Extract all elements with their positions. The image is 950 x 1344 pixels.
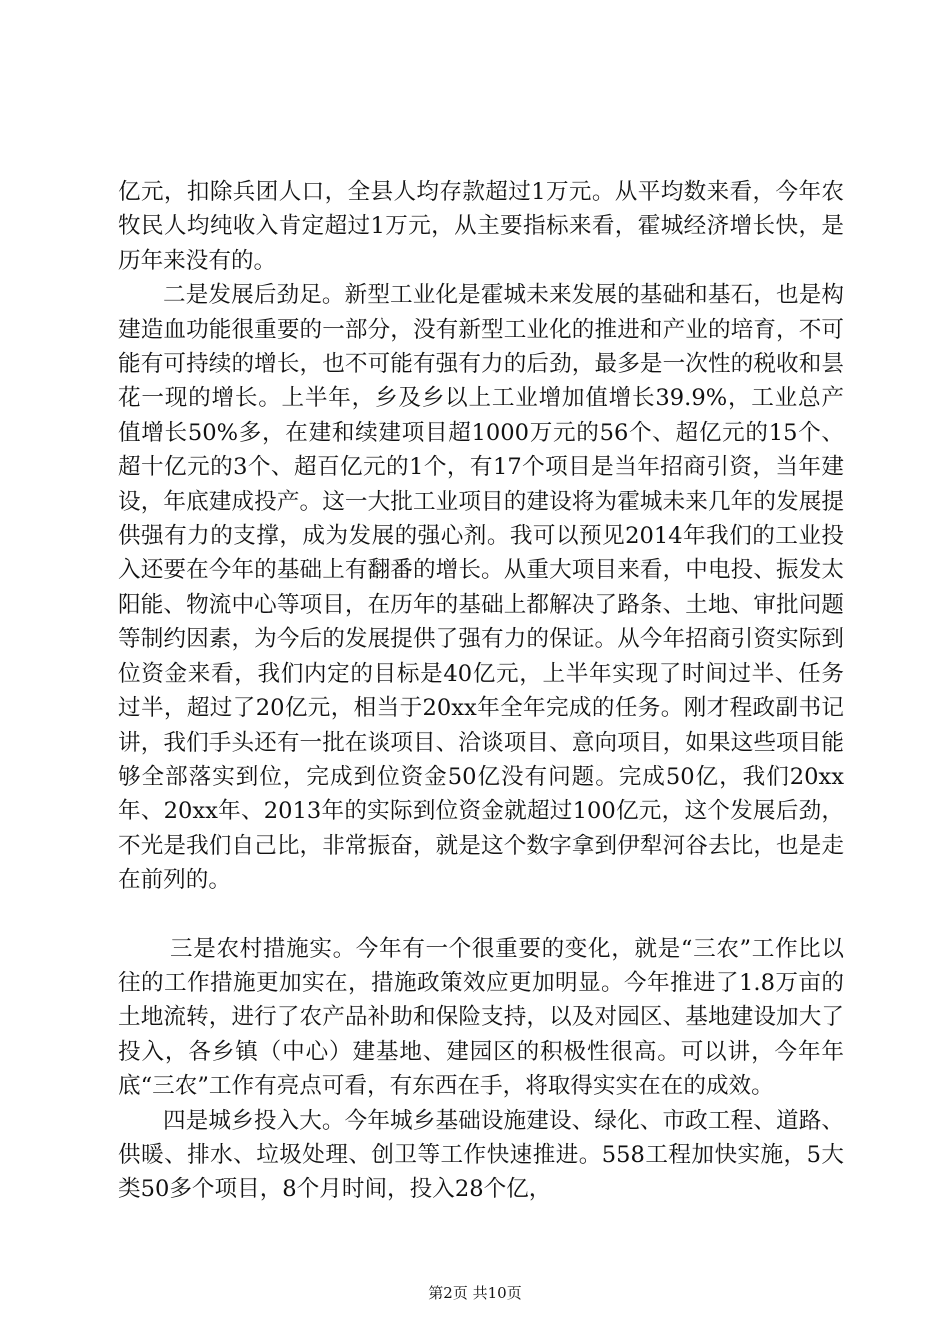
paragraph-rural-measures: 三是农村措施实。今年有一个很重要的变化，就是“三农”工作比以往的工作措施更加实在，措施政策效应更加明显。今年推进了1.8万亩的土地流转，进行了农产品补助和保险支持，以及对园区、基地建设加大了投入，各乡镇（中心）建基地、建园区的积极性很高。可以讲，今年年底“三农”工作有亮点可看，有东西在手，将取得实实在在的成效。 (118, 935, 844, 1100)
page-footer: 第2页 共10页 (428, 1284, 522, 1302)
paragraph-urban-rural-investment: 四是城乡投入大。今年城乡基础设施建设、绿化、市政工程、道路、供暖、排水、垃圾处理、创卫等工作快速推进。558工程加快实施，5大类50多个项目，8个月时间，投入28个亿， (118, 1107, 844, 1203)
paragraph-continuation: 亿元，扣除兵团人口，全县人均存款超过1万元。从平均数来看，今年农牧民人均纯收入肯定超过1万元，从主要指标来看，霍城经济增长快，是历年来没有的。 (118, 179, 844, 274)
paragraph-development-momentum: 二是发展后劲足。新型工业化是霍城未来发展的基础和基石，也是构建造血功能很重要的一部分，没有新型工业化的推进和产业的培育，不可能有可持续的增长，也不可能有强有力的后劲，最多是一次性的税收和昙花一现的增长。上半年，乡及乡以上工业增加值增长39.9%，工业总产值增长50%多，在建和续建项目超1000万元的56个、超亿元的15个、超十亿元的3个、超百亿元的1个，有17个项目是当年招商引资，当年建设，年底建成投产。这一大批工业项目的建设将为霍城未来几年的发展提供强有力的支撑，成为发展的强心剂。我可以预见2014年我们的工业投入还要在今年的基础上有翻番的增长。从重大项目来看，中电投、振发太阳能、物流中心等项目，在历年的基础上都解决了路条、土地、审批问题等制约因素，为今后的发展提供了强有力的保证。从今年招商引资实际到位资金来看，我们内定的目标是40亿元，上半年实现了时间过半、任务过半，超过了20亿元，相当于20xx年全年完成的任务。刚才程政副书记讲，我们手头还有一批在谈项目、洽谈项目、意向项目，如果这些项目能够全部落实到位，完成到位资金50亿没有问题。完成50亿，我们20xx年、20xx年、2013年的实际到位资金就超过100亿元，这个发展后劲，不光是我们自己比，非常振奋，就是这个数字拿到伊犁河谷去比，也是走在前列的。 (118, 282, 844, 894)
document-body (118, 175, 844, 1207)
